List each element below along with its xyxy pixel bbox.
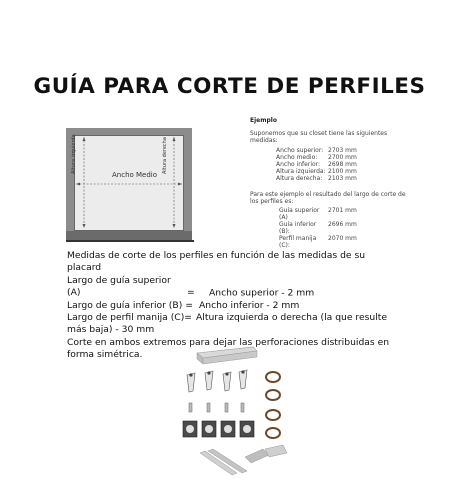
- page-title: GUÍA PARA CORTE DE PERFILES: [33, 74, 426, 99]
- result-row: Guía inferior (B): 2696 mm: [279, 221, 357, 235]
- result-intro: Para este ejemplo el resultado del largo de corte de los perfiles es:: [250, 191, 406, 205]
- measure-row: Altura derecha: 2103 mm: [276, 175, 357, 182]
- label-right-height: Altura derecha: [162, 137, 168, 174]
- formula-b: Largo de guía inferior (B) = Ancho inferior - 2 mm: [67, 299, 300, 311]
- results-list: [250, 207, 450, 249]
- hardware-kit-photo: [175, 345, 290, 480]
- result-row: Guía superior (A) 2701 mm: [279, 207, 357, 221]
- measure-row: Ancho superior: 2703 mm: [276, 147, 357, 154]
- formula-c: Largo de perfil manija (C)= Altura izquierda o derecha (la que resulte: [67, 312, 388, 324]
- measures-list: [250, 147, 450, 182]
- label-left-height: Altura izquierda: [71, 134, 77, 174]
- dimension-lines: [66, 128, 196, 246]
- formula-c-cont: más baja) - 30 mm: [67, 324, 155, 336]
- example-panel: [250, 117, 450, 249]
- example-heading: Ejemplo: [250, 117, 277, 124]
- measure-row: Ancho inferior: 2698 mm: [276, 161, 357, 168]
- cut-note: Corte en ambos extremos para dejar las perforaciones distribuidas en: [67, 336, 390, 348]
- hardware-kit-illustration: [175, 345, 290, 480]
- instructions-heading: Medidas de corte de los perfiles en función de las medidas de su placard: [67, 250, 366, 274]
- measure-row: Altura izquierda: 2100 mm: [276, 168, 357, 175]
- formula-a: Largo de guía superior (A) = Ancho superior - 2 mm: [67, 274, 315, 299]
- result-row: Perfil manija (C): 2070 mm: [279, 235, 357, 249]
- measure-row: Ancho medio: 2700 mm: [276, 154, 357, 161]
- cut-note-cont: forma simétrica.: [67, 349, 143, 361]
- label-mid-width: Ancho Medio: [112, 171, 158, 179]
- example-intro: Suponemos que su closet tiene las siguientes medidas:: [250, 130, 388, 144]
- closet-diagram: [66, 128, 196, 246]
